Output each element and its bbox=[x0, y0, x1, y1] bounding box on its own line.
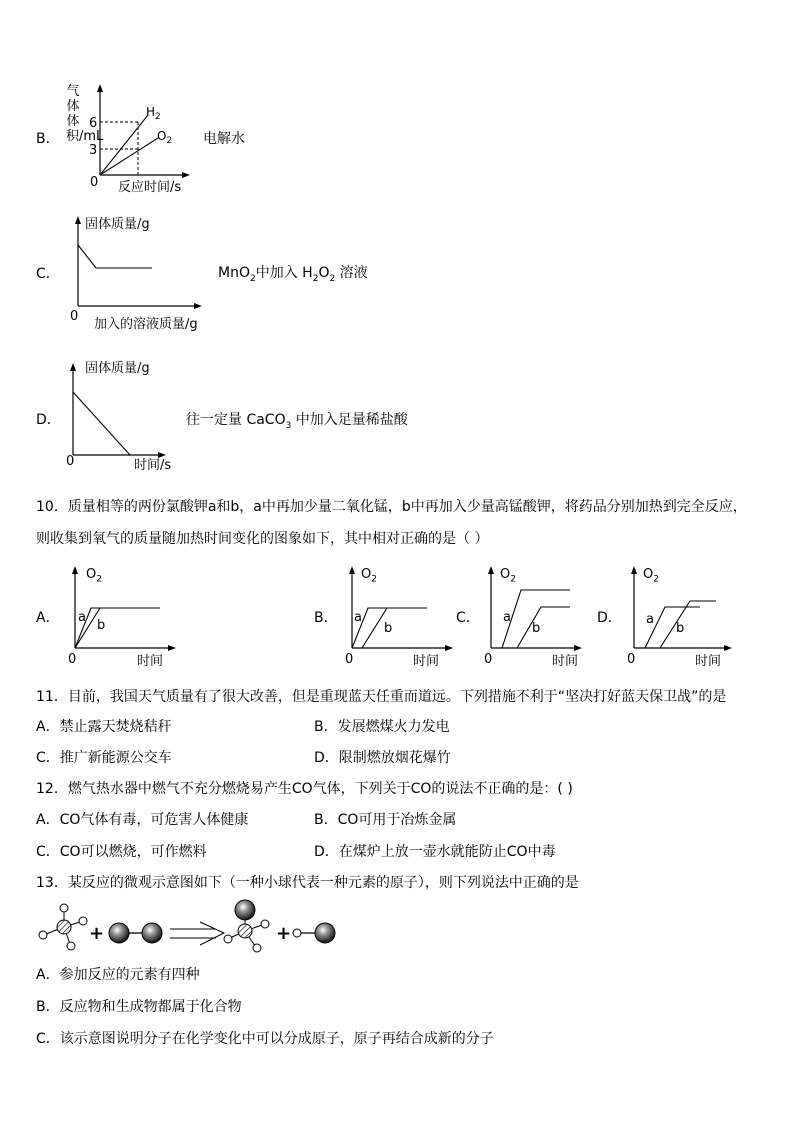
optb-ytick-3: 3 bbox=[89, 143, 98, 158]
q10-c-label-b: b bbox=[532, 621, 541, 636]
q13-option-b[interactable]: B．反应物和生成物都属于化合物 bbox=[36, 999, 242, 1015]
q10-b-label-b: b bbox=[384, 621, 393, 636]
q10-d-xlabel: 时间 bbox=[695, 654, 722, 669]
optb-ylabel: 气体体积/mL bbox=[66, 84, 104, 144]
q13-stem: 13．某反应的微观示意图如下（一种小球代表一种元素的原子），则下列说法中正确的是 bbox=[36, 875, 579, 891]
option-d-label: D． bbox=[36, 412, 61, 428]
optc-caption: MnO$_2$中加入 $H_2O_2$ 溶液 bbox=[218, 265, 368, 284]
q12-option-b[interactable]: B．CO可用于冶炼金属 bbox=[314, 812, 457, 828]
q11-option-a[interactable]: A．禁止露天焚烧秸秆 bbox=[36, 719, 172, 735]
q10-stem-line1: 10．质量相等的两份氯酸钾a和b，a中再加少量二氧化锰，b中再加入少量高锰酸钾，将药品分别加热到完全反应， bbox=[36, 499, 747, 515]
q10-c-ylabel: $O_2$ bbox=[500, 567, 516, 585]
q10-stem-line2: 则收集到氧气的质量随加热时间变化的图象如下，其中相对正确的是（ ） bbox=[36, 531, 489, 547]
q10-a-label-a: a bbox=[78, 610, 86, 625]
q10-opt-c-label: C． bbox=[456, 610, 480, 626]
optb-o2-label: $O_2$ bbox=[157, 129, 173, 146]
reactant-molecule-1 bbox=[39, 904, 87, 950]
optb-ytick-6: 6 bbox=[89, 116, 98, 131]
q10-a-xlabel: 时间 bbox=[137, 654, 164, 669]
optc-xlabel: 加入的溶液质量/g bbox=[94, 317, 198, 332]
q11-option-b[interactable]: B．发展燃煤火力发电 bbox=[314, 719, 450, 735]
q13-option-a[interactable]: A．参加反应的元素有四种 bbox=[36, 967, 200, 983]
q10-d-label-b: b bbox=[676, 621, 685, 636]
reactant-molecule-2 bbox=[109, 923, 162, 943]
q12-option-d[interactable]: D．在煤炉上放一壶水就能防止CO中毒 bbox=[314, 844, 556, 860]
optb-origin: 0 bbox=[90, 175, 99, 190]
option-c-label: C． bbox=[36, 266, 60, 282]
q10-b-ylabel: $O_2$ bbox=[361, 567, 377, 585]
product-molecule-1 bbox=[224, 900, 269, 952]
plus-sign-2: + bbox=[276, 923, 292, 944]
q10-d-ylabel: $O_2$ bbox=[643, 567, 659, 585]
q10-a-origin: 0 bbox=[68, 652, 77, 667]
option-b-label: B． bbox=[36, 131, 60, 147]
optb-h2-label: $H_2$ bbox=[146, 105, 161, 122]
q12-option-a[interactable]: A．CO气体有毒，可危害人体健康 bbox=[36, 812, 249, 828]
optc-ylabel: 固体质量/g bbox=[85, 217, 150, 232]
q10-opt-b-label: B． bbox=[314, 610, 338, 626]
q10-b-origin: 0 bbox=[345, 652, 354, 667]
q10-b-xlabel: 时间 bbox=[413, 654, 440, 669]
optd-xlabel: 时间/s bbox=[134, 458, 172, 473]
q10-c-label-a: a bbox=[503, 610, 511, 625]
q13-option-c[interactable]: C．该示意图说明分子在化学变化中可以分成原子，原子再结合成新的分子 bbox=[36, 1031, 494, 1047]
optc-origin: 0 bbox=[70, 309, 79, 324]
q12-option-c[interactable]: C．CO可以燃烧，可作燃料 bbox=[36, 844, 207, 860]
q10-c-origin: 0 bbox=[484, 652, 493, 667]
q10-opt-a-label: A． bbox=[36, 610, 60, 626]
q11-option-c[interactable]: C．推广新能源公交车 bbox=[36, 750, 172, 766]
q11-option-d[interactable]: D．限制燃放烟花爆竹 bbox=[314, 750, 451, 766]
q10-opt-d-label: D． bbox=[597, 610, 622, 626]
optd-origin: 0 bbox=[66, 454, 75, 469]
q10-a-ylabel: $O_2$ bbox=[86, 567, 102, 585]
q10-c-xlabel: 时间 bbox=[552, 654, 579, 669]
q10-d-label-a: a bbox=[646, 612, 654, 627]
q10-a-label-b: b bbox=[97, 618, 106, 633]
reaction-arrow bbox=[170, 922, 224, 945]
q11-stem: 11．目前，我国天气质量有了很大改善，但是重现蓝天任重而道远。下列措施不利于“坚决打好蓝天保卫战”的是 bbox=[36, 689, 727, 705]
q10-d-origin: 0 bbox=[627, 652, 636, 667]
q10-b-label-a: a bbox=[354, 610, 362, 625]
optd-ylabel: 固体质量/g bbox=[85, 361, 150, 376]
optb-caption: 电解水 bbox=[203, 131, 245, 147]
plus-sign-1: + bbox=[89, 923, 105, 944]
product-molecule-2 bbox=[293, 923, 335, 943]
optd-caption: 往一定量 CaCO$_3$ 中加入足量稀盐酸 bbox=[186, 412, 408, 431]
q12-stem: 12．燃气热水器中燃气不充分燃烧易产生CO气体，下列关于CO的说法不正确的是：( ) bbox=[36, 781, 573, 797]
optb-xlabel: 反应时间/s bbox=[118, 180, 182, 195]
